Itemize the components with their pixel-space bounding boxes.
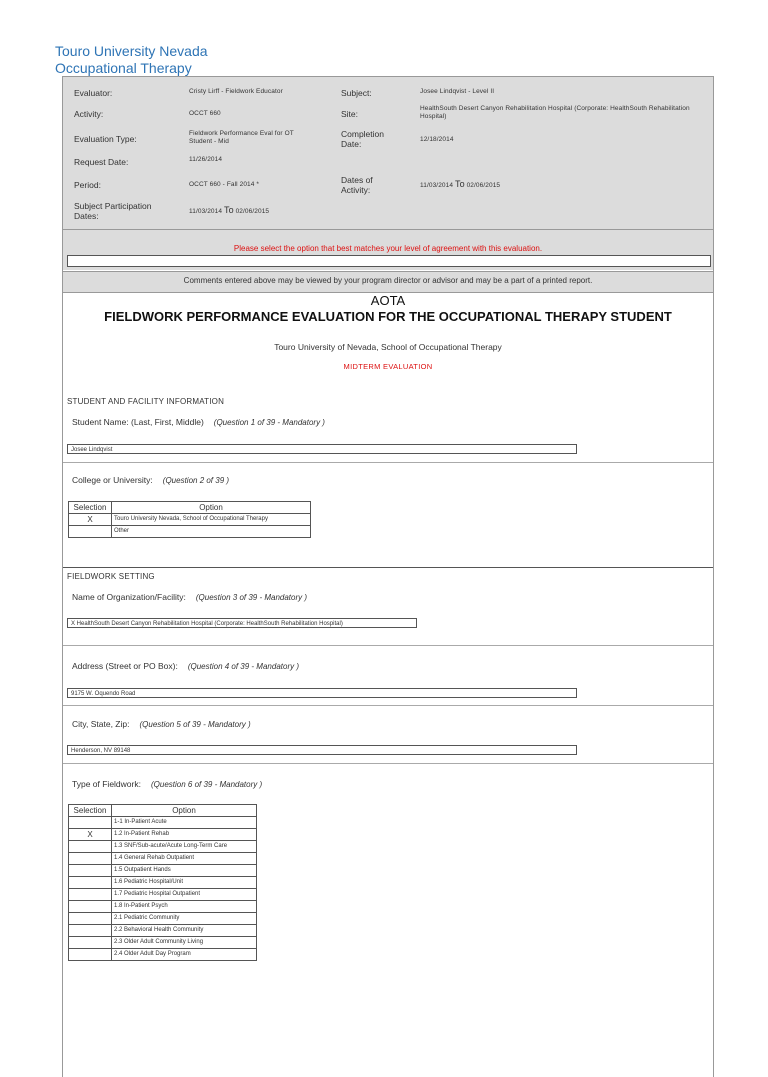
activity-label: Activity: [74, 109, 104, 119]
page-header [55, 43, 208, 77]
site-value: HealthSouth Desert Canyon Rehabilitation Hospital (Corporate: HealthSouth Rehabilitation Hospital) [420, 105, 690, 120]
question-3: Name of Organization/Facility: (Question 3 of 39 - Mandatory ) [72, 592, 308, 602]
completion-date-value: 12/18/2014 [420, 136, 454, 143]
facility-name-input[interactable]: X HealthSouth Desert Canyon Rehabilitation Hospital (Corporate: HealthSouth Rehabilitation Hospital) [67, 618, 417, 628]
table-row[interactable]: 2.1 Pediatric Community [69, 913, 257, 925]
completion-date-label: Completion Date: [341, 129, 384, 149]
agreement-input[interactable] [67, 255, 711, 267]
participation-dates-label: Subject Participation Dates: [74, 201, 152, 221]
table-row[interactable]: 1.5 Outpatient Hands [69, 865, 257, 877]
student-name-input[interactable]: Josee Lindqvist [67, 444, 577, 454]
table-row[interactable]: 1-1 In-Patient Acute [69, 817, 257, 829]
table-row[interactable]: Other [69, 526, 311, 538]
comments-note: Comments entered above may be viewed by your program director or advisor and may be a part of a printed report. [183, 276, 593, 285]
address-input[interactable]: 9175 W. Oquendo Road [67, 688, 577, 698]
question-4: Address (Street or PO Box): (Question 4 of 39 - Mandatory ) [72, 661, 299, 671]
city-state-zip-input[interactable]: Henderson, NV 89148 [67, 745, 577, 755]
table-row[interactable]: X Touro University Nevada, School of Occupational Therapy [69, 514, 311, 526]
question-6: Type of Fieldwork: (Question 6 of 39 - Mandatory ) [72, 779, 263, 789]
subject-value: Josee Lindqvist - Level II [420, 88, 495, 95]
question-2: College or University: (Question 2 of 39 ) [72, 475, 230, 485]
form-title-org: AOTA [370, 293, 406, 308]
subject-label: Subject: [341, 88, 372, 98]
info-panel [63, 77, 713, 230]
dates-of-activity-value: 11/03/2014 To 02/06/2015 [420, 179, 501, 189]
table-row[interactable]: 1.6 Pediatric Hospital/Unit [69, 877, 257, 889]
section-student-info: STUDENT AND FACILITY INFORMATION [67, 397, 225, 406]
question-1: Student Name: (Last, First, Middle) (Question 1 of 39 - Mandatory ) [72, 417, 325, 427]
agreement-notice: Please select the option that best matches your level of agreement with this evaluation. [233, 244, 543, 253]
table-row[interactable]: 2.3 Older Adult Community Living [69, 937, 257, 949]
college-options-table: Selection Option X Touro University Nevada, School of Occupational Therapy Other [68, 501, 311, 538]
university-name: Touro University Nevada [55, 43, 208, 59]
divider [63, 567, 713, 568]
participation-dates-value: 11/03/2014 To 02/06/2015 [189, 205, 270, 215]
period-value: OCCT 660 - Fall 2014 * [189, 181, 259, 188]
evaluation-type-value: Fieldwork Performance Eval for OT Student - Mid [189, 130, 294, 145]
evaluation-form [62, 76, 714, 1077]
table-row[interactable]: 1.4 General Rehab Outpatient [69, 853, 257, 865]
table-row[interactable]: 2.2 Behavioral Health Community [69, 925, 257, 937]
divider [63, 645, 713, 646]
evaluation-stage: MIDTERM EVALUATION [343, 362, 433, 371]
table-row[interactable]: 1.3 SNF/Sub-acute/Acute Long-Term Care [69, 841, 257, 853]
period-label: Period: [74, 180, 101, 190]
dates-of-activity-label: Dates of Activity: [341, 175, 373, 195]
table-row[interactable]: 2.4 Older Adult Day Program [69, 949, 257, 961]
evaluator-value: Cristy Lirff - Fieldwork Educator [189, 88, 283, 95]
fieldwork-type-table: Selection Option 1-1 In-Patient Acute X 1.2 In-Patient Rehab 1.3 SNF/Sub-acute/Acute Long-Term Care 1.4 General Rehab Outpatient 1.5 Outpatient Hands 1.6 Pediatric Hospital/Unit 1.7 Pediatric Hospital Outpatient 1.8 In-Patient Psych 2.1 Pediatric Community 2.2 Behavioral Health Community 2.3 Older Adult Community Living 2.4 Older Adult Day Program [68, 804, 257, 961]
request-date-value: 11/26/2014 [189, 156, 223, 163]
activity-value: OCCT 660 [189, 110, 221, 117]
divider [63, 763, 713, 764]
divider [63, 705, 713, 706]
table-row[interactable]: 1.8 In-Patient Psych [69, 901, 257, 913]
section-fieldwork-setting: FIELDWORK SETTING [67, 572, 155, 581]
request-date-label: Request Date: [74, 157, 129, 167]
department-name: Occupational Therapy [55, 60, 192, 76]
school-name: Touro University of Nevada, School of Occupational Therapy [274, 342, 502, 352]
site-label: Site: [341, 109, 359, 119]
evaluator-label: Evaluator: [74, 88, 113, 98]
form-title: FIELDWORK PERFORMANCE EVALUATION FOR THE OCCUPATIONAL THERAPY STUDENT [104, 309, 672, 324]
divider [63, 462, 713, 463]
table-row[interactable]: X 1.2 In-Patient Rehab [69, 829, 257, 841]
evaluation-type-label: Evaluation Type: [74, 134, 137, 144]
question-5: City, State, Zip: (Question 5 of 39 - Mandatory ) [72, 719, 251, 729]
table-row[interactable]: 1.7 Pediatric Hospital Outpatient [69, 889, 257, 901]
